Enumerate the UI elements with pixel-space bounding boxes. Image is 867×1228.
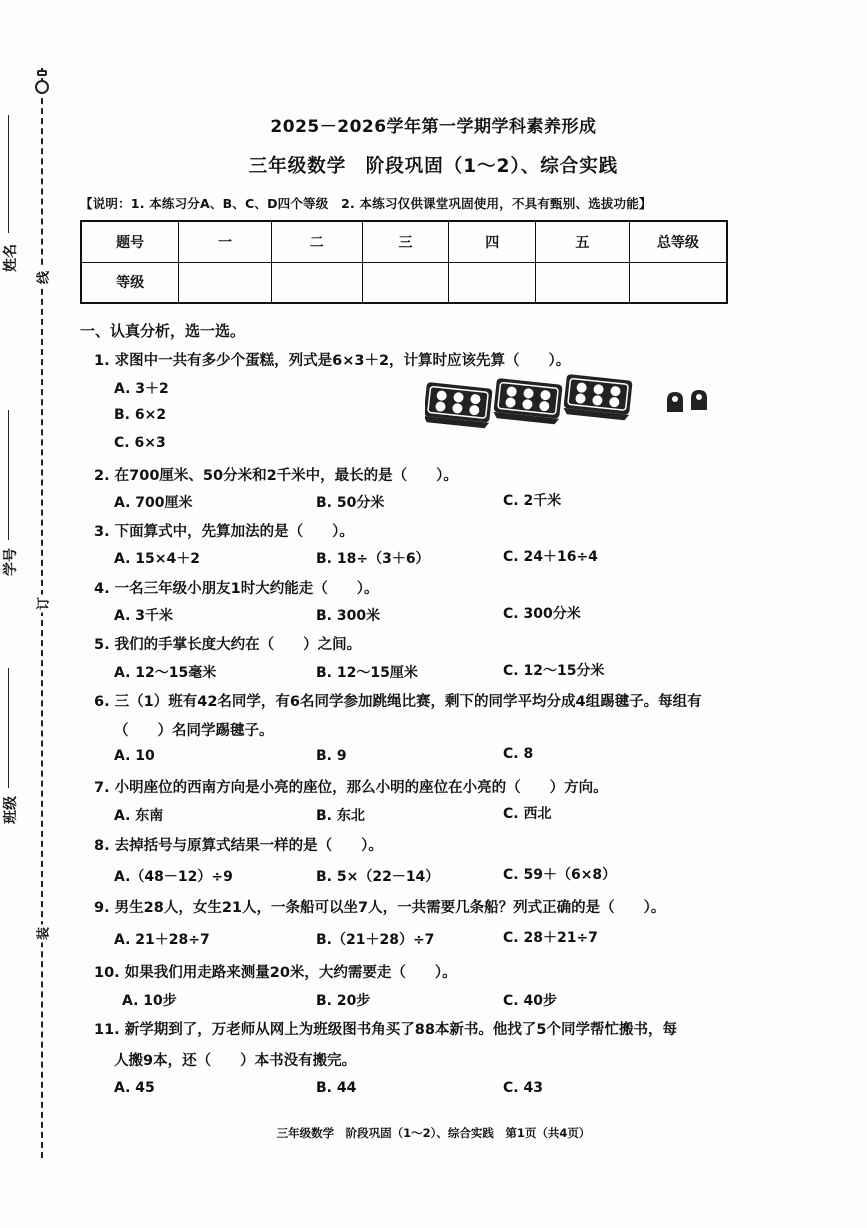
cake-tray-icon [563,374,633,421]
grade-table-cell: 总等级 [629,221,727,262]
question-10: 10. 如果我们用走路来测量20米，大约需要走（ ）。 [94,965,457,981]
seal-char-pack: 装 [33,925,52,943]
id-label: 学号 [3,548,19,576]
page-footer: 三年级数学 阶段巩固（1～2）、综合实践 第1页（共4页） [276,1126,591,1140]
question-1: 1. 求图中一共有多少个蛋糕，列式是6×3＋2，计算时应该先算（ ）。 [94,353,571,369]
question-6: 6. 三（1）班有42名同学，有6名同学参加跳绳比赛，剩下的同学平均分成4组踢毽子。每组有 [94,694,702,710]
single-cake-icon [691,390,707,410]
option-b[interactable]: B. 50分米 [316,495,385,511]
option-a[interactable]: A. 10步 [122,993,177,1009]
section-title: 一、认真分析，选一选。 [80,322,246,340]
grade-cell-3[interactable] [362,262,449,303]
option-a[interactable]: A. 15×4＋2 [114,551,200,567]
option-a[interactable]: A. 12～15毫米 [114,665,217,681]
option-a[interactable]: A. 10 [114,748,155,764]
option-a[interactable]: A. 3＋2 [114,381,169,397]
grade-table-grade-row [81,262,727,303]
option-b[interactable]: B. 9 [316,748,347,764]
option-b[interactable]: B. 东北 [316,808,365,824]
option-c[interactable]: C. 6×3 [114,435,166,451]
option-a[interactable]: A. 700厘米 [114,495,193,511]
grade-cell-total[interactable] [629,262,727,303]
grade-cell-5[interactable] [536,262,630,303]
grade-table-cell: 二 [271,221,362,262]
option-c[interactable]: C. 43 [503,1080,543,1096]
option-a[interactable]: A. 东南 [114,808,164,824]
question-8: 8. 去掉括号与原算式结果一样的是（ ）。 [94,838,383,854]
option-b[interactable]: B. 44 [316,1080,357,1096]
option-a[interactable]: A. 45 [114,1080,155,1096]
option-b[interactable]: B. 18÷（3＋6） [316,551,430,567]
option-c[interactable]: C. 2千米 [503,493,562,509]
option-c[interactable]: C. 40步 [503,993,557,1009]
binding-hole [35,80,49,94]
option-b[interactable]: B. 6×2 [114,407,167,423]
option-b[interactable]: B.（21＋28）÷7 [316,932,435,948]
option-b[interactable]: B. 5×（22－14） [316,869,440,885]
class-label: 班级 [3,796,19,824]
binding-dashed-line [41,68,43,1158]
option-c[interactable]: C. 12～15分米 [503,663,605,679]
option-b[interactable]: B. 12～15厘米 [316,665,418,681]
name-label: 姓名 [3,244,19,272]
cake-trays-picture [425,372,725,442]
question-11-continued: 人搬9本，还（ ）本书没有搬完。 [114,1053,357,1069]
grade-cell-2[interactable] [271,262,362,303]
grade-table-cell: 三 [362,221,449,262]
exam-note: 【说明：1. 本练习分A、B、C、D四个等级 2. 本练习仅供课堂巩固使用，不具有甄别、选拔功能】 [80,196,652,211]
option-c[interactable]: C. 24＋16÷4 [503,549,598,565]
option-c[interactable]: C. 300分米 [503,606,581,622]
binding-mark [37,70,47,76]
cake-tray-icon [493,378,563,425]
question-6-continued: （ ）名同学踢毽子。 [114,723,274,739]
seal-char-bind: 订 [33,595,52,613]
question-11: 11. 新学期到了，万老师从网上为班级图书角买了88本新书。他找了5个同学帮忙搬书，每 [94,1022,677,1038]
option-c[interactable]: C. 28＋21÷7 [503,930,598,946]
grade-table-cell: 等级 [81,262,179,303]
grade-table-cell: 题号 [81,221,179,262]
option-a[interactable]: A. 3千米 [114,608,174,624]
seal-char-line: 线 [33,269,52,287]
grade-table-cell: 一 [179,221,272,262]
option-c[interactable]: C. 西北 [503,806,552,822]
single-cake-icon [667,392,683,412]
grade-table [80,220,728,304]
question-3: 3. 下面算式中，先算加法的是（ ）。 [94,524,354,540]
option-a[interactable]: A. 21＋28÷7 [114,932,210,948]
question-9: 9. 男生28人，女生21人，一条船可以坐7人，一共需要几条船？列式正确的是（ ）。 [94,900,666,916]
class-blank[interactable] [8,668,9,788]
grade-cell-4[interactable] [449,262,536,303]
option-b[interactable]: B. 20步 [316,993,371,1009]
exam-subtitle: 三年级数学 阶段巩固（1～2）、综合实践 [248,156,619,177]
option-c[interactable]: C. 59＋（6×8） [503,867,617,883]
question-7: 7. 小明座位的西南方向是小亮的座位，那么小明的座位在小亮的（ ）方向。 [94,780,608,796]
cake-tray-icon [425,382,493,429]
question-5: 5. 我们的手掌长度大约在（ ）之间。 [94,637,362,653]
question-4: 4. 一名三年级小朋友1时大约能走（ ）。 [94,581,379,597]
option-c[interactable]: C. 8 [503,746,534,762]
binding-margin [0,0,60,1228]
grade-cell-1[interactable] [179,262,272,303]
question-2: 2. 在700厘米、50分米和2千米中，最长的是（ ）。 [94,468,458,484]
option-a[interactable]: A.（48－12）÷9 [114,869,233,885]
grade-table-header-row [81,221,727,262]
id-blank[interactable] [8,410,9,540]
grade-table-cell: 五 [536,221,630,262]
option-b[interactable]: B. 300米 [316,608,381,624]
grade-table-cell: 四 [449,221,536,262]
exam-title: 2025－2026学年第一学期学科素养形成 [270,117,597,137]
